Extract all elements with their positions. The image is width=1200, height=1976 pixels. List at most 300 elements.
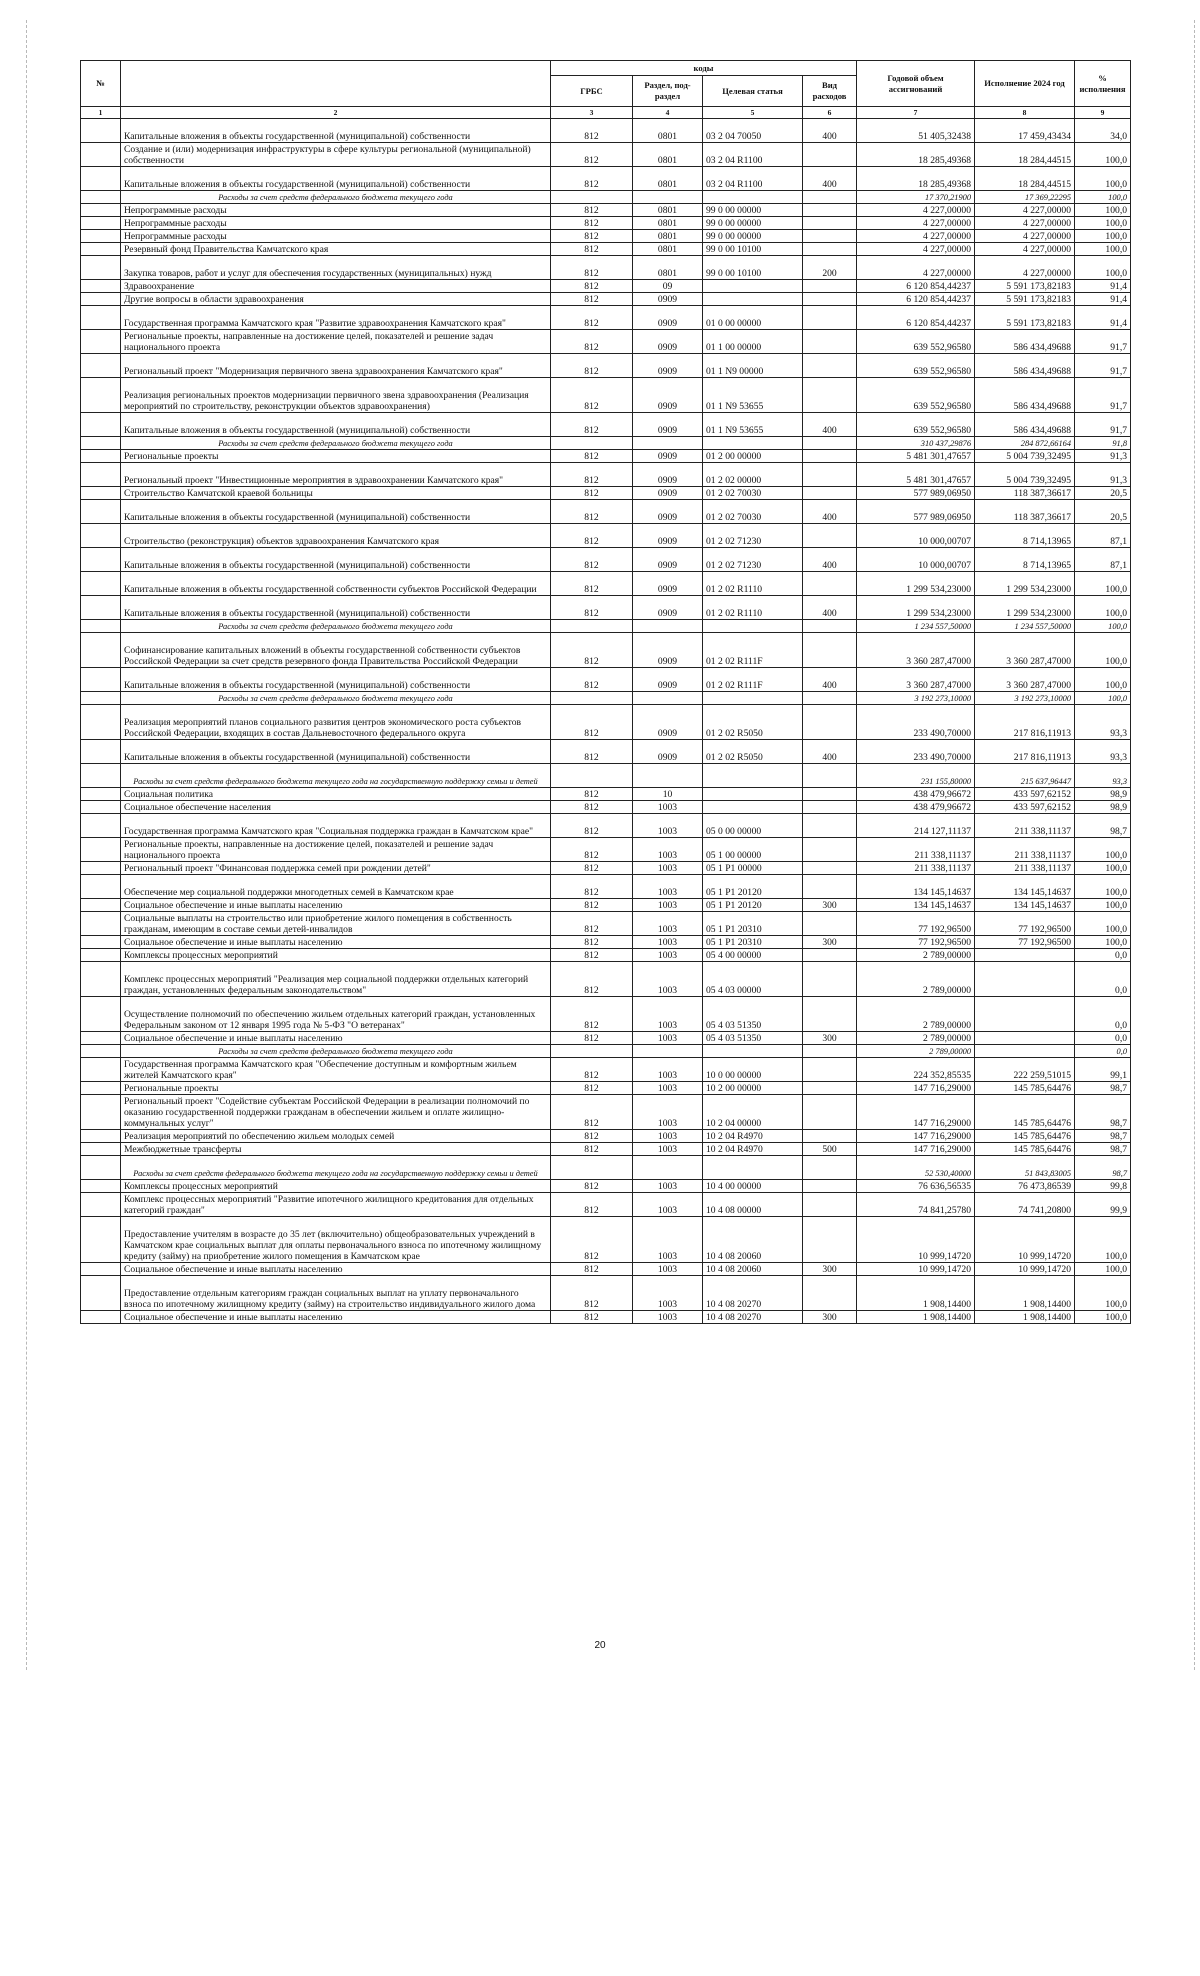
cell-expense-type: [803, 633, 857, 668]
cell-razdel: [633, 692, 703, 705]
cell-target-article: [703, 620, 803, 633]
cell-expense-type: 300: [803, 1311, 857, 1324]
cell-percent: 98,7: [1075, 1095, 1131, 1130]
cell-annual-volume: 2 789,00000: [857, 949, 975, 962]
cell-execution: 145 785,64476: [975, 1082, 1075, 1095]
table-row: [81, 217, 1131, 230]
cell-target-article: 10 4 08 00000: [703, 1193, 803, 1217]
cell-execution: 433 597,62152: [975, 788, 1075, 801]
cell-razdel: 1003: [633, 899, 703, 912]
cell-grbs: 812: [551, 1193, 633, 1217]
cell-num: [81, 862, 121, 875]
cell-execution: 4 227,00000: [975, 256, 1075, 280]
cell-execution: 217 816,11913: [975, 740, 1075, 764]
cell-execution: 211 338,11137: [975, 862, 1075, 875]
cell-percent: 100,0: [1075, 692, 1131, 705]
federal-budget-row: [81, 1156, 1131, 1180]
cell-target-article: [703, 293, 803, 306]
cell-num: [81, 1130, 121, 1143]
cell-target-article: [703, 788, 803, 801]
cell-num: [81, 230, 121, 243]
cell-annual-volume: 639 552,96580: [857, 330, 975, 354]
cell-grbs: 812: [551, 1032, 633, 1045]
cell-num: [81, 487, 121, 500]
table-row: [81, 936, 1131, 949]
cell-percent: 100,0: [1075, 875, 1131, 899]
cell-num: [81, 838, 121, 862]
cell-name: Социальное обеспечение и иные выплаты населению: [121, 899, 551, 912]
cell-name: Расходы за счет средств федерального бюджета текущего года на государственную поддержку семьи и детей: [121, 764, 551, 788]
cell-razdel: 1003: [633, 1311, 703, 1324]
table-row: [81, 705, 1131, 740]
cell-grbs: 812: [551, 838, 633, 862]
table-row: [81, 1311, 1131, 1324]
cell-num: [81, 354, 121, 378]
cell-execution: 77 192,96500: [975, 912, 1075, 936]
cell-razdel: 1003: [633, 936, 703, 949]
cell-name: Социальное обеспечение населения: [121, 801, 551, 814]
cell-grbs: 812: [551, 204, 633, 217]
table-row: [81, 487, 1131, 500]
cell-percent: 91,3: [1075, 463, 1131, 487]
cell-annual-volume: 639 552,96580: [857, 354, 975, 378]
cell-target-article: [703, 1156, 803, 1180]
cell-razdel: 0801: [633, 143, 703, 167]
cell-grbs: 812: [551, 1263, 633, 1276]
cell-target-article: 10 2 04 R4970: [703, 1130, 803, 1143]
cell-target-article: 01 1 N9 53655: [703, 413, 803, 437]
cell-percent: 100,0: [1075, 204, 1131, 217]
cell-grbs: 812: [551, 740, 633, 764]
cell-num: [81, 1263, 121, 1276]
cell-percent: 99,8: [1075, 1180, 1131, 1193]
cell-razdel: 1003: [633, 875, 703, 899]
cell-grbs: 812: [551, 330, 633, 354]
cell-target-article: 01 2 02 71230: [703, 548, 803, 572]
cell-grbs: 812: [551, 463, 633, 487]
table-row: [81, 548, 1131, 572]
table-row: [81, 962, 1131, 997]
cell-execution: 145 785,64476: [975, 1143, 1075, 1156]
cell-num: [81, 191, 121, 204]
cell-expense-type: [803, 949, 857, 962]
cell-name: Социальное обеспечение и иные выплаты населению: [121, 1032, 551, 1045]
cell-grbs: 812: [551, 487, 633, 500]
cell-num: [81, 548, 121, 572]
cell-execution: 3 360 287,47000: [975, 668, 1075, 692]
cell-num: [81, 437, 121, 450]
cell-target-article: 03 2 04 R1100: [703, 143, 803, 167]
cell-annual-volume: 438 479,96672: [857, 788, 975, 801]
cell-execution: 10 999,14720: [975, 1263, 1075, 1276]
cell-name: Непрограммные расходы: [121, 217, 551, 230]
cell-expense-type: [803, 143, 857, 167]
cell-razdel: 1003: [633, 1276, 703, 1311]
cell-execution: [975, 1045, 1075, 1058]
cell-name: Капитальные вложения в объекты государственной (муниципальной) собственности: [121, 548, 551, 572]
cell-razdel: 1003: [633, 1032, 703, 1045]
cell-target-article: [703, 280, 803, 293]
cell-execution: 284 872,66164: [975, 437, 1075, 450]
colnum-4: 4: [633, 107, 703, 119]
cell-target-article: 01 2 02 R111F: [703, 668, 803, 692]
cell-execution: 222 259,51015: [975, 1058, 1075, 1082]
cell-grbs: 812: [551, 450, 633, 463]
cell-execution: 18 284,44515: [975, 167, 1075, 191]
table-row: [81, 256, 1131, 280]
cell-name: Межбюджетные трансферты: [121, 1143, 551, 1156]
cell-razdel: 1003: [633, 912, 703, 936]
cell-expense-type: 400: [803, 668, 857, 692]
cell-razdel: [633, 191, 703, 204]
cell-annual-volume: 147 716,29000: [857, 1143, 975, 1156]
cell-target-article: 01 2 02 70030: [703, 487, 803, 500]
cell-num: [81, 788, 121, 801]
cell-name: Расходы за счет средств федерального бюджета текущего года: [121, 620, 551, 633]
cell-name: Капитальные вложения в объекты государственной собственности субъектов Российской Федерации: [121, 572, 551, 596]
table-row: [81, 1058, 1131, 1082]
cell-grbs: 812: [551, 280, 633, 293]
cell-name: Расходы за счет средств федерального бюджета текущего года: [121, 191, 551, 204]
cell-expense-type: [803, 912, 857, 936]
cell-execution: [975, 962, 1075, 997]
cell-razdel: [633, 1045, 703, 1058]
cell-grbs: 812: [551, 1180, 633, 1193]
cell-annual-volume: 1 234 557,50000: [857, 620, 975, 633]
cell-grbs: 812: [551, 167, 633, 191]
cell-name: Закупка товаров, работ и услуг для обеспечения государственных (муниципальных) нужд: [121, 256, 551, 280]
cell-target-article: 05 1 P1 20310: [703, 936, 803, 949]
cell-expense-type: [803, 620, 857, 633]
cell-expense-type: [803, 801, 857, 814]
cell-target-article: 01 2 00 00000: [703, 450, 803, 463]
table-row: [81, 330, 1131, 354]
cell-razdel: 0909: [633, 293, 703, 306]
cell-name: Непрограммные расходы: [121, 230, 551, 243]
cell-expense-type: [803, 437, 857, 450]
header-codes: коды: [551, 61, 857, 76]
cell-name: Строительство (реконструкция) объектов здравоохранения Камчатского края: [121, 524, 551, 548]
cell-razdel: 1003: [633, 1180, 703, 1193]
cell-razdel: 0909: [633, 500, 703, 524]
cell-annual-volume: 18 285,49368: [857, 143, 975, 167]
cell-name: Комплексы процессных мероприятий: [121, 1180, 551, 1193]
cell-num: [81, 740, 121, 764]
cell-execution: 8 714,13965: [975, 524, 1075, 548]
cell-expense-type: [803, 1130, 857, 1143]
cell-expense-type: [803, 463, 857, 487]
cell-razdel: [633, 620, 703, 633]
table-row: [81, 668, 1131, 692]
cell-percent: 100,0: [1075, 912, 1131, 936]
table-row: [81, 633, 1131, 668]
cell-name: Государственная программа Камчатского края "Обеспечение доступным и комфортным жильем жителей Камчатского края": [121, 1058, 551, 1082]
cell-annual-volume: 1 299 534,23000: [857, 572, 975, 596]
cell-name: Капитальные вложения в объекты государственной (муниципальной) собственности: [121, 119, 551, 143]
cell-execution: 5 591 173,82183: [975, 280, 1075, 293]
cell-target-article: 99 0 00 10100: [703, 243, 803, 256]
colnum-5: 5: [703, 107, 803, 119]
cell-annual-volume: 224 352,85535: [857, 1058, 975, 1082]
cell-target-article: 01 2 02 71230: [703, 524, 803, 548]
header-grbs: ГРБС: [551, 76, 633, 107]
cell-num: [81, 705, 121, 740]
cell-grbs: 812: [551, 306, 633, 330]
cell-name: Предоставление учителям в возрасте до 35 лет (включительно) общеобразовательных учреждений в Камчатском крае социальных выплат для оплаты первоначального взноса по ипотечному жилищному кредиту (займу) на приобретение жилого помещения в Камчатском крае: [121, 1217, 551, 1263]
cell-percent: 87,1: [1075, 548, 1131, 572]
cell-expense-type: [803, 293, 857, 306]
cell-execution: 10 999,14720: [975, 1217, 1075, 1263]
cell-execution: [975, 949, 1075, 962]
cell-percent: 91,4: [1075, 306, 1131, 330]
cell-razdel: 1003: [633, 801, 703, 814]
cell-num: [81, 814, 121, 838]
cell-num: [81, 204, 121, 217]
colnum-3: 3: [551, 107, 633, 119]
cell-annual-volume: 10 999,14720: [857, 1263, 975, 1276]
cell-razdel: 0909: [633, 450, 703, 463]
colnum-6: 6: [803, 107, 857, 119]
cell-target-article: 10 2 04 00000: [703, 1095, 803, 1130]
cell-annual-volume: 4 227,00000: [857, 230, 975, 243]
cell-expense-type: [803, 487, 857, 500]
cell-razdel: 1003: [633, 1130, 703, 1143]
cell-expense-type: 400: [803, 500, 857, 524]
table-row: [81, 413, 1131, 437]
cell-target-article: 10 4 08 20270: [703, 1311, 803, 1324]
cell-annual-volume: 639 552,96580: [857, 413, 975, 437]
cell-execution: 5 591 173,82183: [975, 293, 1075, 306]
cell-grbs: 812: [551, 962, 633, 997]
cell-annual-volume: 134 145,14637: [857, 899, 975, 912]
cell-execution: 74 741,20800: [975, 1193, 1075, 1217]
table-row: [81, 500, 1131, 524]
cell-razdel: 0909: [633, 413, 703, 437]
cell-name: Региональный проект "Инвестиционные мероприятия в здравоохранении Камчатского края": [121, 463, 551, 487]
cell-num: [81, 1311, 121, 1324]
cell-execution: 51 843,83005: [975, 1156, 1075, 1180]
cell-annual-volume: 2 789,00000: [857, 1045, 975, 1058]
cell-execution: 134 145,14637: [975, 875, 1075, 899]
cell-percent: 100,0: [1075, 633, 1131, 668]
cell-annual-volume: 76 636,56535: [857, 1180, 975, 1193]
cell-expense-type: [803, 204, 857, 217]
cell-razdel: [633, 1156, 703, 1180]
table-row: [81, 912, 1131, 936]
cell-target-article: 01 2 02 R1110: [703, 596, 803, 620]
cell-execution: 118 387,36617: [975, 500, 1075, 524]
cell-razdel: 0909: [633, 487, 703, 500]
colnum-2: 2: [121, 107, 551, 119]
cell-annual-volume: 3 360 287,47000: [857, 633, 975, 668]
cell-target-article: 99 0 00 00000: [703, 217, 803, 230]
cell-execution: 215 637,96447: [975, 764, 1075, 788]
table-row: [81, 572, 1131, 596]
cell-execution: 8 714,13965: [975, 548, 1075, 572]
cell-execution: 4 227,00000: [975, 217, 1075, 230]
cell-grbs: 812: [551, 524, 633, 548]
cell-num: [81, 330, 121, 354]
cell-execution: 134 145,14637: [975, 899, 1075, 912]
cell-expense-type: [803, 862, 857, 875]
cell-grbs: 812: [551, 862, 633, 875]
cell-execution: [975, 1032, 1075, 1045]
cell-num: [81, 1156, 121, 1180]
cell-grbs: [551, 191, 633, 204]
cell-grbs: 812: [551, 936, 633, 949]
cell-target-article: [703, 191, 803, 204]
cell-expense-type: [803, 838, 857, 862]
cell-target-article: 03 2 04 R1100: [703, 167, 803, 191]
cell-execution: 586 434,49688: [975, 330, 1075, 354]
cell-name: Государственная программа Камчатского края "Развитие здравоохранения Камчатского края": [121, 306, 551, 330]
federal-budget-row: [81, 692, 1131, 705]
header-num: №: [81, 61, 121, 107]
table-row: [81, 293, 1131, 306]
cell-num: [81, 1095, 121, 1130]
cell-target-article: 01 1 N9 53655: [703, 378, 803, 413]
cell-execution: 1 908,14400: [975, 1311, 1075, 1324]
cell-annual-volume: 18 285,49368: [857, 167, 975, 191]
cell-annual-volume: 233 490,70000: [857, 705, 975, 740]
cell-razdel: 0801: [633, 217, 703, 230]
cell-target-article: 05 4 03 51350: [703, 997, 803, 1032]
cell-grbs: 812: [551, 256, 633, 280]
cell-percent: 20,5: [1075, 487, 1131, 500]
cell-target-article: 05 4 00 00000: [703, 949, 803, 962]
table-row: [81, 354, 1131, 378]
cell-name: Социальные выплаты на строительство или приобретение жилого помещения в собственность гражданам, имеющим в составе семьи детей-инвалидов: [121, 912, 551, 936]
table-row: [81, 1180, 1131, 1193]
cell-target-article: 10 2 04 R4970: [703, 1143, 803, 1156]
cell-target-article: 05 1 P1 00000: [703, 862, 803, 875]
cell-annual-volume: 77 192,96500: [857, 936, 975, 949]
header-exec: Исполнение 2024 год: [975, 61, 1075, 107]
cell-expense-type: [803, 306, 857, 330]
cell-grbs: [551, 764, 633, 788]
cell-expense-type: 400: [803, 740, 857, 764]
cell-percent: 100,0: [1075, 143, 1131, 167]
cell-num: [81, 378, 121, 413]
cell-razdel: 0909: [633, 705, 703, 740]
cell-num: [81, 500, 121, 524]
cell-expense-type: [803, 450, 857, 463]
cell-num: [81, 243, 121, 256]
cell-expense-type: [803, 243, 857, 256]
table-row: [81, 1276, 1131, 1311]
cell-razdel: 0909: [633, 463, 703, 487]
cell-grbs: [551, 437, 633, 450]
cell-execution: 3 192 273,10000: [975, 692, 1075, 705]
cell-percent: 91,7: [1075, 413, 1131, 437]
header-razdel: Раздел, под-раздел: [633, 76, 703, 107]
cell-percent: 98,7: [1075, 1143, 1131, 1156]
cell-name: Региональные проекты, направленные на достижение целей, показателей и решение задач национального проекта: [121, 838, 551, 862]
cell-annual-volume: 233 490,70000: [857, 740, 975, 764]
table-row: [81, 378, 1131, 413]
cell-expense-type: [803, 788, 857, 801]
cell-grbs: 812: [551, 230, 633, 243]
cell-percent: 100,0: [1075, 899, 1131, 912]
cell-razdel: 0909: [633, 740, 703, 764]
cell-percent: 0,0: [1075, 1045, 1131, 1058]
cell-target-article: [703, 437, 803, 450]
table-row: [81, 230, 1131, 243]
cell-percent: 100,0: [1075, 1311, 1131, 1324]
cell-expense-type: [803, 1217, 857, 1263]
cell-num: [81, 620, 121, 633]
budget-table: [80, 60, 1131, 1324]
cell-razdel: 1003: [633, 1095, 703, 1130]
cell-name: Капитальные вложения в объекты государственной (муниципальной) собственности: [121, 167, 551, 191]
cell-annual-volume: 134 145,14637: [857, 875, 975, 899]
table-row: [81, 463, 1131, 487]
cell-name: Реализация региональных проектов модернизации первичного звена здравоохранения (Реализация мероприятий по строительству, реконструкции объектов здравоохранения): [121, 378, 551, 413]
cell-grbs: 812: [551, 1082, 633, 1095]
cell-razdel: 0801: [633, 256, 703, 280]
cell-expense-type: 500: [803, 1143, 857, 1156]
cell-razdel: 0801: [633, 204, 703, 217]
colnum-7: 7: [857, 107, 975, 119]
cell-expense-type: 400: [803, 596, 857, 620]
cell-percent: 0,0: [1075, 949, 1131, 962]
cell-razdel: 1003: [633, 1058, 703, 1082]
cell-grbs: 812: [551, 1143, 633, 1156]
federal-budget-row: [81, 191, 1131, 204]
cell-grbs: 812: [551, 378, 633, 413]
cell-execution: 433 597,62152: [975, 801, 1075, 814]
cell-target-article: 01 2 02 R5050: [703, 740, 803, 764]
cell-num: [81, 1180, 121, 1193]
cell-target-article: 01 2 02 R5050: [703, 705, 803, 740]
cell-num: [81, 1058, 121, 1082]
cell-expense-type: 200: [803, 256, 857, 280]
cell-annual-volume: 147 716,29000: [857, 1095, 975, 1130]
cell-num: [81, 1032, 121, 1045]
table-row: [81, 450, 1131, 463]
cell-expense-type: 300: [803, 899, 857, 912]
cell-execution: 76 473,86539: [975, 1180, 1075, 1193]
cell-annual-volume: 4 227,00000: [857, 256, 975, 280]
table-row: [81, 1082, 1131, 1095]
cell-num: [81, 962, 121, 997]
cell-num: [81, 119, 121, 143]
cell-annual-volume: 211 338,11137: [857, 838, 975, 862]
header-annual: Годовой объем ассигнований: [857, 61, 975, 107]
cell-target-article: 01 1 N9 00000: [703, 354, 803, 378]
cell-num: [81, 596, 121, 620]
cell-name: Реализация мероприятий планов социального развития центров экономического роста субъектов Российской Федерации, входящих в состав Дальневосточного федерального округа: [121, 705, 551, 740]
cell-num: [81, 668, 121, 692]
cell-razdel: 0909: [633, 378, 703, 413]
cell-expense-type: [803, 330, 857, 354]
table-row: [81, 280, 1131, 293]
cell-percent: 93,3: [1075, 740, 1131, 764]
cell-name: Комплексы процессных мероприятий: [121, 949, 551, 962]
cell-razdel: 1003: [633, 862, 703, 875]
table-row: [81, 1095, 1131, 1130]
cell-execution: 1 234 557,50000: [975, 620, 1075, 633]
cell-expense-type: [803, 378, 857, 413]
cell-name: Социальное обеспечение и иные выплаты населению: [121, 1263, 551, 1276]
cell-target-article: [703, 801, 803, 814]
cell-num: [81, 1045, 121, 1058]
cell-num: [81, 1276, 121, 1311]
cell-execution: 586 434,49688: [975, 354, 1075, 378]
cell-grbs: 812: [551, 293, 633, 306]
cell-num: [81, 450, 121, 463]
cell-annual-volume: 2 789,00000: [857, 997, 975, 1032]
